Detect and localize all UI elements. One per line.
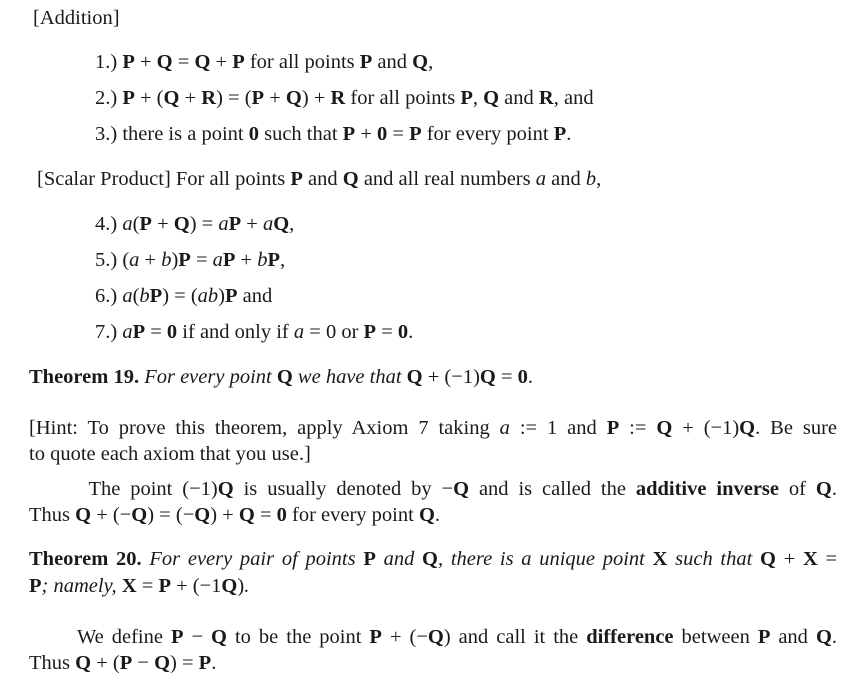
theorem-19-label: Theorem 19.	[29, 366, 140, 388]
difference-line-1: We define P − Q to be the point P + (−Q) and call it the difference between P and Q.	[29, 626, 838, 648]
theorem-19: Theorem 19. For every point Q we have that Q + (−1)Q = 0.	[29, 366, 534, 388]
additive-inverse-term: additive inverse	[635, 478, 779, 500]
additive-inverse-line-1: The point (−1)Q is usually denoted by −Q and is called the additive inverse of Q.	[29, 478, 837, 500]
axiom-3: 3.) there is a point 0 such that P + 0 = P for every point P.	[95, 123, 572, 145]
hint-line-2: to quote each axiom that you use.]	[29, 443, 311, 465]
axiom-6: 6.) a(bP) = (ab)P and	[95, 285, 273, 307]
axiom-4: 4.) a(P + Q) = aP + aQ,	[95, 213, 295, 235]
theorem-20-label: Theorem 20.	[29, 548, 142, 570]
theorem-20-line-2: P; namely, X = P + (−1Q).	[29, 575, 250, 597]
axiom-5: 5.) (a + b)P = aP + bP,	[95, 249, 286, 271]
axiom-2: 2.) P + (Q + R) = (P + Q) + R for all points P, Q and R, and	[95, 87, 594, 109]
additive-inverse-line-2: Thus Q + (−Q) = (−Q) + Q = 0 for every point Q.	[29, 504, 441, 526]
difference-term: difference	[586, 626, 674, 648]
axiom-7: 7.) aP = 0 if and only if a = 0 or P = 0.	[95, 321, 414, 343]
axiom-1: 1.) P + Q = Q + P for all points P and Q,	[95, 51, 434, 73]
scalar-intro: [Scalar Product] For all points P and Q and all real numbers a and b,	[37, 168, 602, 190]
difference-line-2: Thus Q + (P − Q) = P.	[29, 652, 217, 674]
theorem-20-line-1: Theorem 20. For every pair of points P and Q, there is a unique point X such that Q + X =	[29, 548, 838, 570]
hint-line-1: [Hint: To prove this theorem, apply Axiom 7 taking a := 1 and P := Q + (−1)Q. Be sure	[29, 417, 838, 439]
addition-header: [Addition]	[33, 7, 120, 29]
